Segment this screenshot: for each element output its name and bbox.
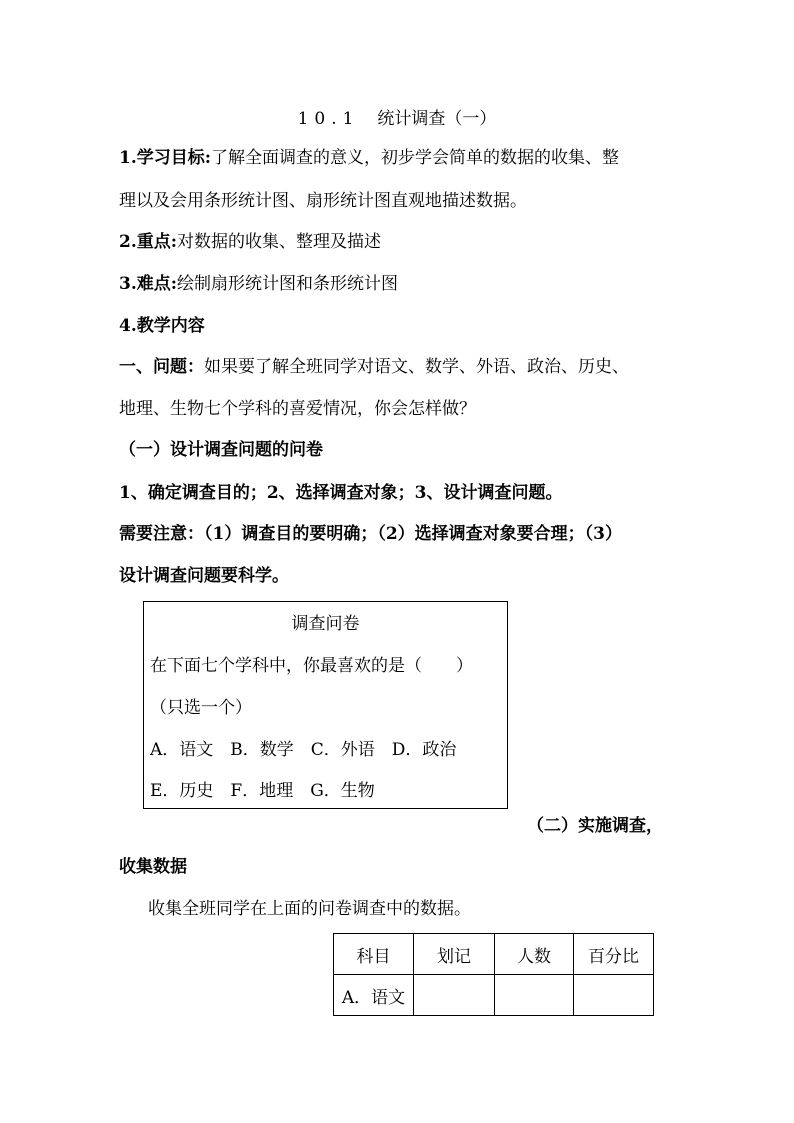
questionnaire-question: 在下面七个学科中，你最喜欢的是（ ） <box>150 656 473 676</box>
problem-label: 一、问题： <box>119 357 204 377</box>
notice-line-2: 设计调查问题要科学。 <box>119 566 289 586</box>
section-number: 10.1 <box>297 109 360 129</box>
difficulty <box>119 272 398 296</box>
table-header-cell: 划记 <box>414 934 495 975</box>
page-title <box>0 104 794 129</box>
table-header-cell: 人数 <box>495 934 574 975</box>
section1-heading: （一）设计调查问题的问卷 <box>119 440 323 460</box>
table-cell <box>414 975 495 1016</box>
table-cell: A．语文 <box>334 975 414 1016</box>
table-header-row <box>334 934 654 975</box>
key-point <box>119 230 381 254</box>
notice-line-1: 需要注意：（1）调查目的要明确；（2）选择调查对象要合理；（3） <box>119 524 622 544</box>
steps-text: 1、确定调查目的；2、选择调查对象；3、设计调查问题。 <box>119 483 563 503</box>
objective-line-2: 理以及会用条形统计图、扇形统计图直观地描述数据。 <box>119 191 527 211</box>
key-point-text: 对数据的收集、整理及描述 <box>177 232 382 252</box>
questionnaire-options-row-2: E．历史 F．地理 G．生物 <box>150 781 375 801</box>
section-title: 统计调查（一） <box>377 109 497 129</box>
content-heading: 4.教学内容 <box>119 316 205 336</box>
questionnaire-title: 调查问卷 <box>291 614 360 634</box>
key-point-label: 2.重点: <box>119 232 178 252</box>
table-cell <box>495 975 574 1016</box>
objective-label: 1.学习目标: <box>119 148 212 168</box>
table-header-cell: 百分比 <box>574 934 654 975</box>
questionnaire-box <box>143 601 508 809</box>
questionnaire-note: （只选一个） <box>150 698 252 718</box>
table-row <box>334 975 654 1016</box>
section2-heading-part-2: 收集数据 <box>119 857 187 877</box>
problem-line-2: 地理、生物七个学科的喜爱情况，你会怎样做？ <box>119 399 476 419</box>
table-header-cell: 科目 <box>334 934 414 975</box>
section2-heading-part-1: （二）实施调查， <box>527 816 663 836</box>
problem-text-1: 如果要了解全班同学对语文、数学、外语、政治、历史、 <box>204 357 629 377</box>
questionnaire-options-row-1: A．语文 B．数学 C．外语 D．政治 <box>150 740 457 760</box>
data-table <box>333 933 654 1016</box>
objective-line-1 <box>119 146 619 170</box>
table-cell <box>574 975 654 1016</box>
collect-text: 收集全班同学在上面的问卷调查中的数据。 <box>148 899 471 919</box>
difficulty-text: 绘制扇形统计图和条形统计图 <box>177 274 399 294</box>
difficulty-label: 3.难点: <box>119 274 178 294</box>
problem-line-1 <box>119 355 629 379</box>
objective-text-1: 了解全面调查的意义，初步学会简单的数据的收集、整 <box>211 148 620 168</box>
